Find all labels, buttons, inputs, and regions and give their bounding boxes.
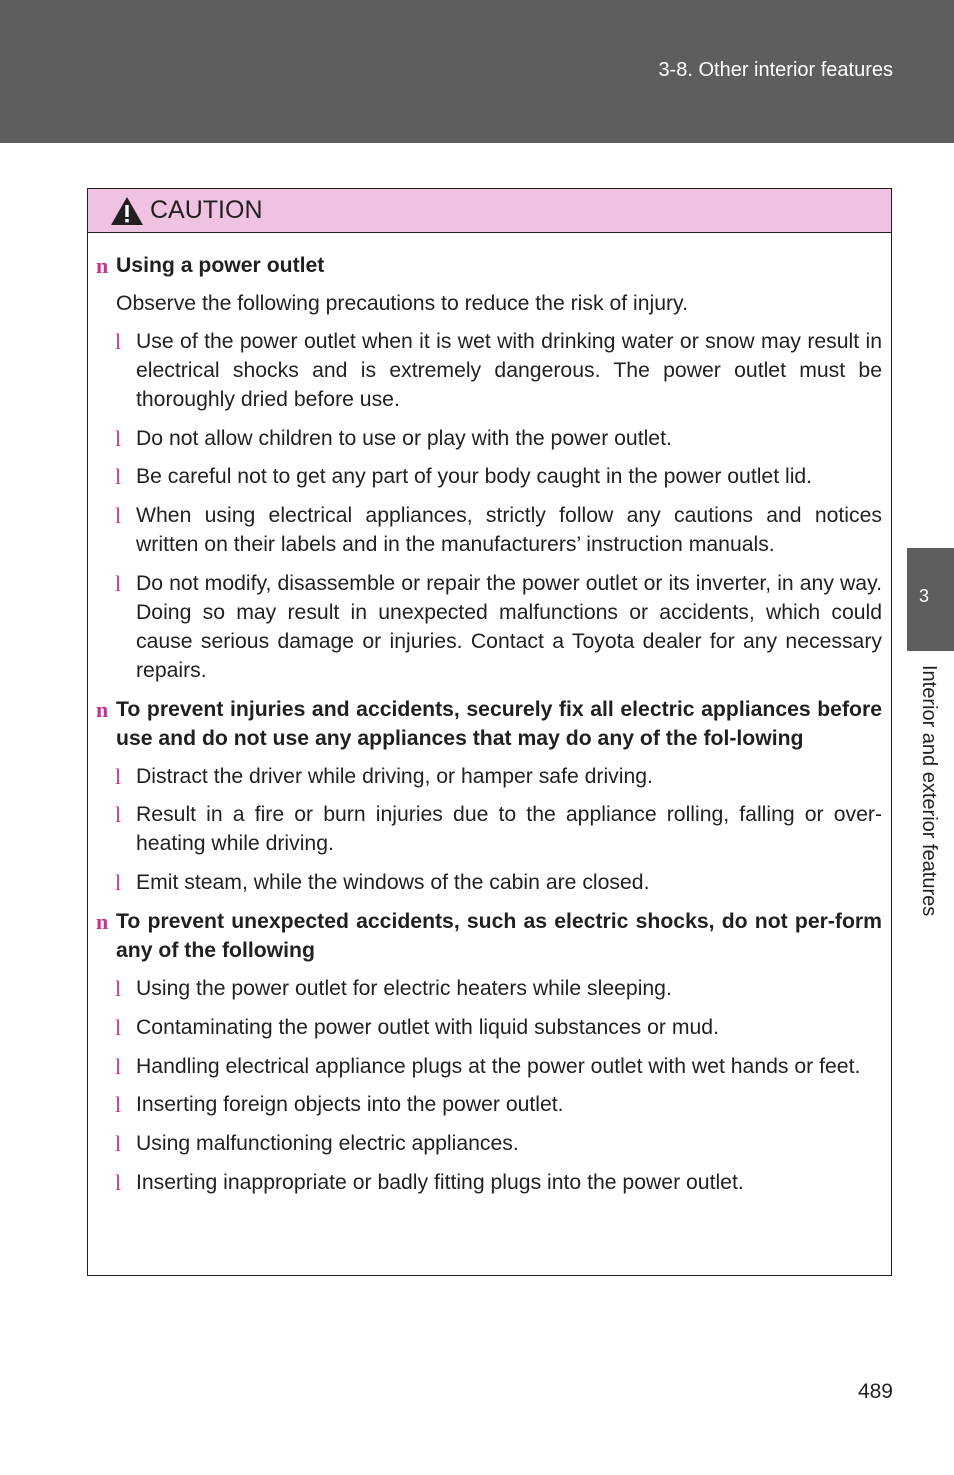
section-heading [96,907,882,965]
bullet-marker: l [115,1053,122,1079]
bullet-text: Do not modify, disassemble or repair the power outlet or its inverter, in any way. Doing so may result in unexpected malfunctions or accidents, which could cause serious damage or injuries. Contact a Toyota dealer for any necessary repairs. [136,571,882,682]
page-number: 489 [857,1380,893,1403]
caution-body [88,233,891,1197]
caution-section [96,695,882,897]
bullet-item [96,327,882,414]
bullet-text: Use of the power outlet when it is wet with drinking water or snow may result in electrical shocks and is extremely dangerous. The power outlet must be thoroughly dried before use. [136,330,882,411]
bullet-marker: l [115,1169,122,1195]
bullet-text: Inserting foreign objects into the power outlet. [136,1093,564,1117]
section-marker: n [96,696,109,722]
bullet-item [96,1129,882,1158]
bullet-text: Be careful not to get any part of your body caught in the power outlet lid. [136,465,813,489]
section-heading-text: Using a power outlet [116,254,325,277]
bullet-item [96,868,882,897]
section-marker: n [96,253,109,278]
chapter-label: Interior and exterior features [918,665,940,917]
bullet-item [96,974,882,1003]
bullet-marker: l [115,976,122,1002]
bullet-marker: l [115,1014,122,1040]
bullet-item [96,1052,882,1081]
bullet-text: Inserting inappropriate or badly fitting plugs into the power outlet. [136,1170,744,1194]
warning-triangle-icon [110,196,144,226]
section-title: 3-8. Other interior features [658,59,893,81]
section-intro: Observe the following precautions to reduce the risk of injury. [116,292,688,315]
bullet-text: Distract the driver while driving, or hamper safe driving. [136,764,653,788]
bullet-item [96,1090,882,1119]
chapter-tab [907,548,954,651]
bullet-marker: l [115,802,122,828]
bullet-text: When using electrical appliances, strictly follow any cautions and notices written on their labels and in the manufacturers’ instruction manuals. [136,504,882,557]
bullet-item [96,1013,882,1042]
bullet-text: Emit steam, while the windows of the cabin are closed. [136,871,650,895]
caution-header [88,189,891,233]
bullet-marker: l [115,1130,122,1156]
bullet-marker: l [115,763,122,789]
caution-section [96,907,882,1196]
bullet-item [96,569,882,685]
bullet-item [96,462,882,491]
section-heading [96,695,882,753]
section-heading [96,251,882,280]
chapter-number: 3 [918,586,929,606]
bullet-text: Using the power outlet for electric heaters while sleeping. [136,977,672,1001]
bullet-marker: l [115,425,122,451]
bullet-item [96,1168,882,1197]
caution-section [96,251,882,685]
bullet-marker: l [115,503,122,529]
bullet-text: Handling electrical appliance plugs at the power outlet with wet hands or feet. [136,1054,861,1078]
bullet-text: Using malfunctioning electric appliances. [136,1131,519,1155]
bullet-item [96,762,882,791]
header-band [0,0,954,143]
caution-title: CAUTION [150,196,263,224]
bullet-marker: l [115,570,122,596]
bullet-marker: l [115,464,122,490]
bullet-text: Result in a fire or burn injuries due to the appliance rolling, falling or over-heating while driving. [136,803,882,856]
section-heading-text: To prevent unexpected accidents, such as electric shocks, do not per-form any of the following [116,910,882,963]
bullet-item [96,424,882,453]
bullet-marker: l [115,329,122,354]
bullet-marker: l [115,1092,122,1118]
bullet-item [96,800,882,858]
section-heading-text: To prevent injuries and accidents, securely fix all electric appliances before use and do not use any appliances that may do any of the fol-lowing [116,697,882,750]
bullet-item [96,501,882,559]
bullet-marker: l [115,870,122,896]
section-marker: n [96,909,109,935]
bullet-text: Do not allow children to use or play with the power outlet. [136,426,672,450]
bullet-text: Contaminating the power outlet with liquid substances or mud. [136,1015,719,1039]
caution-box [87,188,892,1276]
